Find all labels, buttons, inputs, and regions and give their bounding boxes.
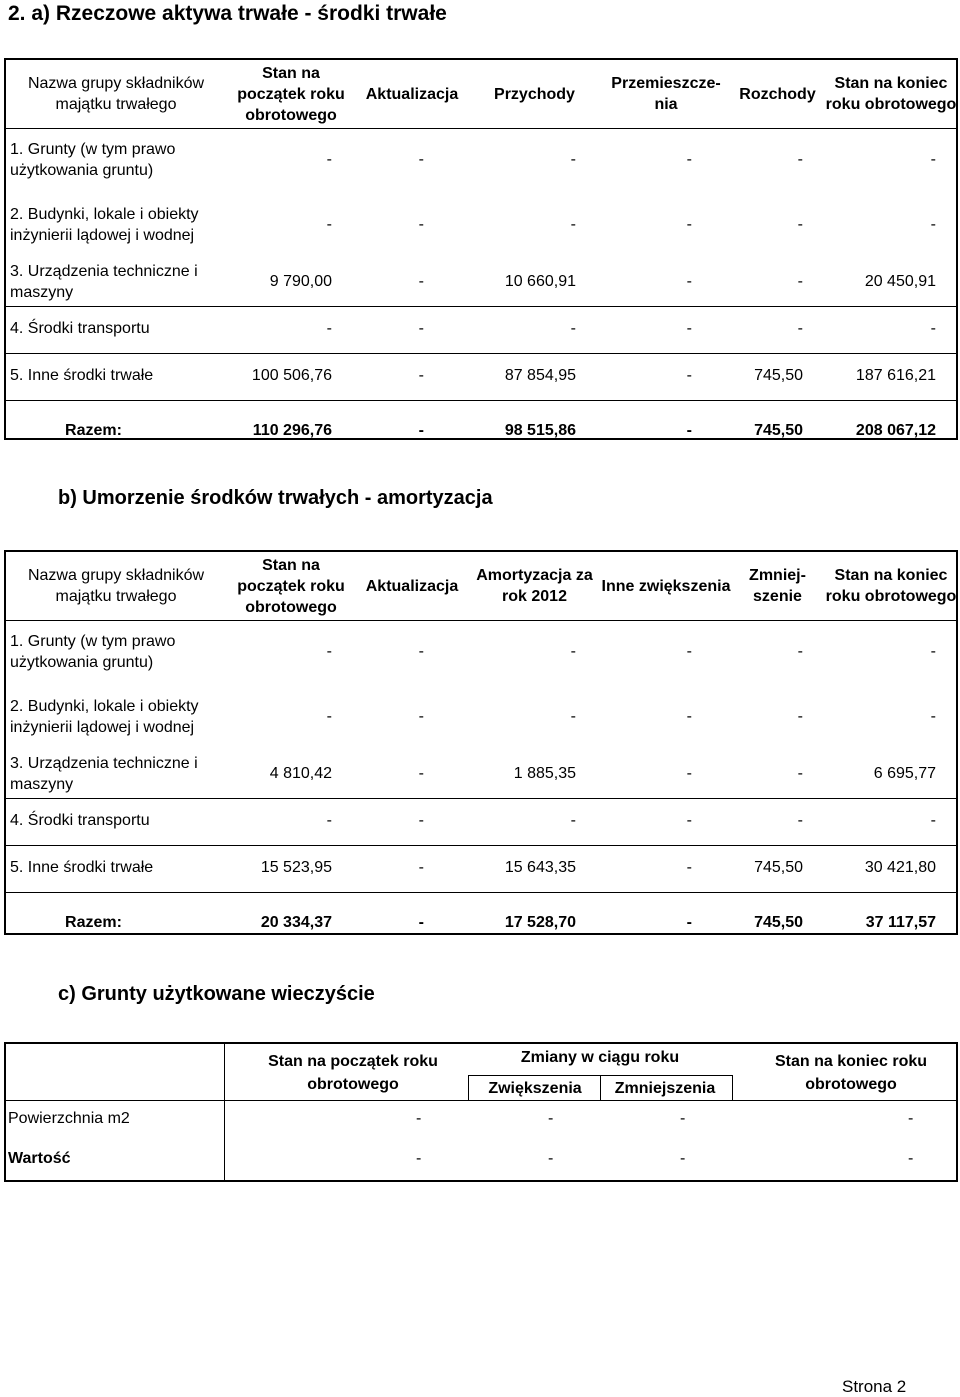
cell-value: 208 067,12 <box>855 422 936 439</box>
cell-value: - <box>570 708 576 725</box>
area-start: - <box>416 1110 422 1127</box>
cell-value: - <box>797 643 803 660</box>
total-label: Razem: <box>65 422 122 440</box>
cell-value: 98 515,86 <box>504 422 576 439</box>
cell-value: - <box>418 708 424 725</box>
row-label: 3. Urządzenia techniczne i maszyny <box>10 754 198 793</box>
cell-value: 745,50 <box>754 367 803 384</box>
cell-value: - <box>686 320 692 337</box>
header-changes: Zmiany w ciągu roku <box>520 1049 680 1066</box>
cell-value: 15 523,95 <box>260 859 332 876</box>
row-label: 4. Środki transportu <box>10 320 150 338</box>
row-label: 5. Inne środki trwałe <box>10 859 154 877</box>
cell-value: - <box>418 273 424 290</box>
cell-value: - <box>686 859 692 876</box>
cell-value: - <box>797 216 803 233</box>
cell-value: - <box>418 422 424 439</box>
cell-value: 87 854,95 <box>504 367 576 384</box>
perpetual-usufruct-table <box>4 1042 958 1182</box>
cell-value: - <box>797 320 803 337</box>
cell-value: 37 117,57 <box>865 914 936 931</box>
header-col-6: Stan na koniec roku obrotowego <box>825 75 957 113</box>
cell-value: - <box>418 320 424 337</box>
cell-value: - <box>326 643 332 660</box>
cell-value: 1 885,35 <box>513 765 576 782</box>
header-end: Stan na koniec roku obrotowego <box>774 1053 928 1093</box>
cell-value: 745,50 <box>754 859 803 876</box>
section-c-title: c) Grunty użytkowane wieczyście <box>58 983 375 1005</box>
section-b-title: b) Umorzenie środków trwałych - amortyzacja <box>58 487 493 509</box>
cell-value: 187 616,21 <box>855 367 936 384</box>
header-col-4: Inne zwiększenia <box>601 577 731 595</box>
value-label: Wartość <box>8 1150 71 1167</box>
value-decrease: - <box>680 1150 686 1167</box>
cell-value: - <box>930 812 936 829</box>
header-col-0: Nazwa grupy składników majątku trwałego <box>27 567 205 605</box>
header-col-6: Stan na koniec roku obrotowego <box>825 567 957 605</box>
cell-value: - <box>797 708 803 725</box>
cell-value: - <box>418 367 424 384</box>
header-col-4: Przemieszcze- nia <box>611 75 721 113</box>
cell-value: - <box>418 765 424 782</box>
cell-value: - <box>418 914 424 931</box>
cell-value: - <box>570 812 576 829</box>
cell-value: 15 643,35 <box>504 859 576 876</box>
row-label: 2. Budynki, lokale i obiekty inżynierii lądowej i wodnej <box>10 697 199 736</box>
cell-value: - <box>686 422 692 439</box>
cell-value: - <box>930 320 936 337</box>
area-increase: - <box>548 1110 554 1127</box>
cell-value: - <box>570 643 576 660</box>
row-label: 2. Budynki, lokale i obiekty inżynierii lądowej i wodnej <box>10 205 199 244</box>
header-col-2: Aktualizacja <box>365 577 459 595</box>
header-bottom-line <box>6 1100 956 1101</box>
cell-value: - <box>418 216 424 233</box>
cell-value: - <box>930 643 936 660</box>
row-label: 1. Grunty (w tym prawo użytkowania gruntu) <box>10 140 176 179</box>
cell-value: - <box>686 643 692 660</box>
cell-value: 745,50 <box>754 422 803 439</box>
cell-value: - <box>686 367 692 384</box>
cell-value: - <box>930 216 936 233</box>
total-label: Razem: <box>65 914 122 932</box>
cell-value: - <box>686 765 692 782</box>
cell-value: - <box>326 812 332 829</box>
fixed-assets-table <box>4 58 958 440</box>
header-col-3: Przychody <box>494 85 575 103</box>
cell-value: - <box>326 216 332 233</box>
cell-value: - <box>686 708 692 725</box>
cell-value: 6 695,77 <box>873 765 936 782</box>
area-decrease: - <box>680 1110 686 1127</box>
cell-value: 10 660,91 <box>504 273 576 290</box>
cell-value: - <box>686 812 692 829</box>
cell-value: - <box>326 151 332 168</box>
cell-value: 20 334,37 <box>260 914 332 931</box>
col-divider-right <box>732 1075 733 1101</box>
cell-value: - <box>797 151 803 168</box>
cell-value: - <box>418 643 424 660</box>
cell-value: - <box>418 151 424 168</box>
section-a-title: 2. a) Rzeczowe aktywa trwałe - środki trwałe <box>8 2 447 25</box>
cell-value: - <box>686 216 692 233</box>
header-start: Stan na początek roku obrotowego <box>268 1053 438 1093</box>
cell-value: - <box>326 708 332 725</box>
cell-value: - <box>418 859 424 876</box>
cell-value: - <box>686 151 692 168</box>
cell-value: 4 810,42 <box>269 765 332 782</box>
header-col-5: Zmniej- szenie <box>749 567 806 605</box>
cell-value: - <box>686 914 692 931</box>
cell-value: - <box>418 812 424 829</box>
depreciation-table <box>4 550 958 935</box>
header-decrease: Zmniejszenia <box>614 1080 716 1097</box>
value-end: - <box>908 1150 914 1167</box>
cell-value: - <box>326 320 332 337</box>
cell-value: 110 296,76 <box>252 422 332 439</box>
header-col-1: Stan na początek roku obrotowego <box>237 64 345 124</box>
cell-value: - <box>570 216 576 233</box>
label-column-line <box>224 1044 225 1180</box>
row-label: 4. Środki transportu <box>10 812 150 830</box>
area-end: - <box>908 1110 914 1127</box>
row-label: 1. Grunty (w tym prawo użytkowania gruntu) <box>10 632 176 671</box>
header-increase: Zwiększenia <box>488 1080 582 1097</box>
cell-value: 20 450,91 <box>864 273 936 290</box>
row-label: 5. Inne środki trwałe <box>10 367 154 385</box>
value-start: - <box>416 1150 422 1167</box>
header-col-2: Aktualizacja <box>365 85 459 103</box>
value-increase: - <box>548 1150 554 1167</box>
cell-value: - <box>930 708 936 725</box>
cell-value: 17 528,70 <box>504 914 576 931</box>
cell-value: - <box>686 273 692 290</box>
page-number: Strona 2 <box>842 1377 907 1396</box>
cell-value: - <box>570 151 576 168</box>
row-label: 3. Urządzenia techniczne i maszyny <box>10 262 198 301</box>
col-divider-left <box>468 1075 469 1101</box>
cell-value: - <box>797 765 803 782</box>
area-label: Powierzchnia m2 <box>8 1110 130 1127</box>
cell-value: 9 790,00 <box>269 273 332 290</box>
cell-value: 745,50 <box>754 914 803 931</box>
header-col-1: Stan na początek roku obrotowego <box>237 556 345 616</box>
header-col-3: Amortyzacja za rok 2012 <box>476 567 593 605</box>
header-col-0: Nazwa grupy składników majątku trwałego <box>27 75 205 113</box>
header-col-5: Rozchody <box>739 85 816 103</box>
cell-value: - <box>930 151 936 168</box>
cell-value: 30 421,80 <box>864 859 936 876</box>
cell-value: - <box>797 273 803 290</box>
cell-value: 100 506,76 <box>251 367 332 384</box>
cell-value: - <box>797 812 803 829</box>
col-divider-mid <box>600 1075 601 1101</box>
cell-value: - <box>570 320 576 337</box>
